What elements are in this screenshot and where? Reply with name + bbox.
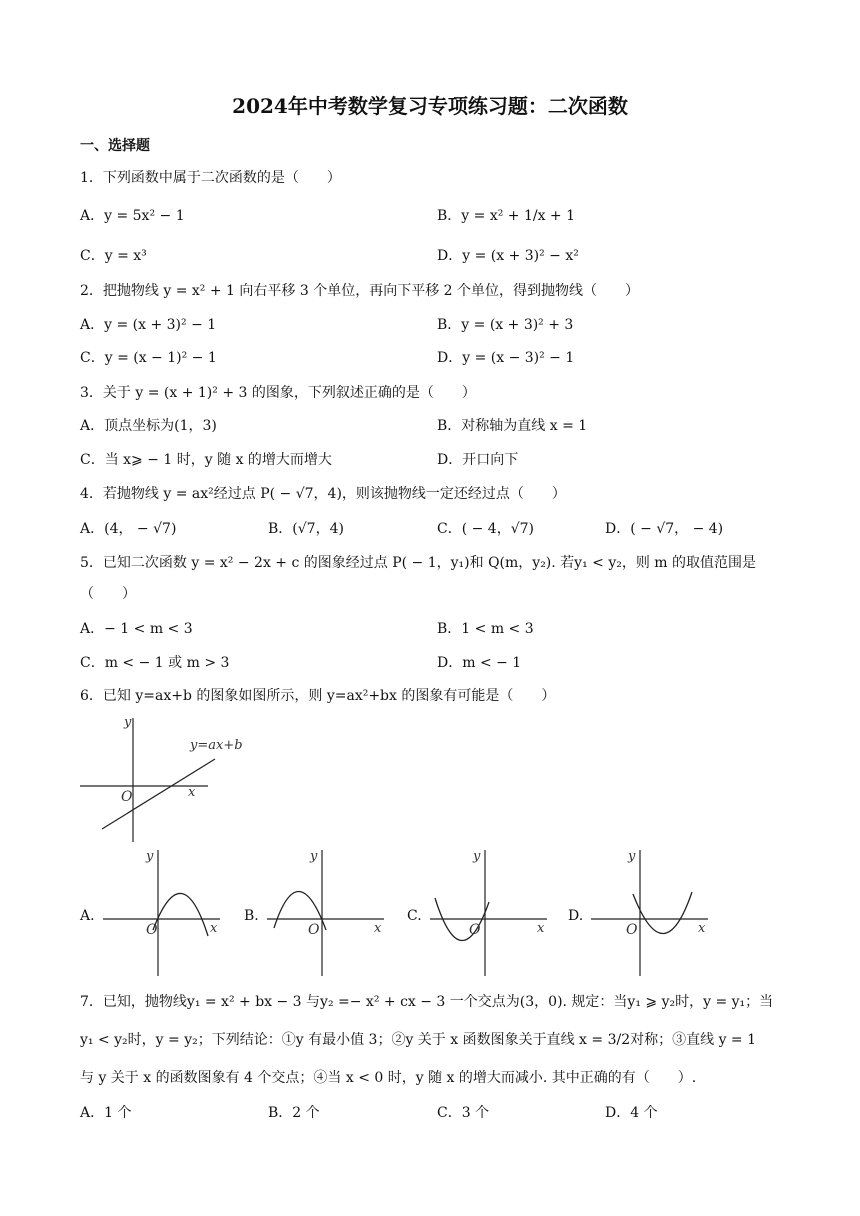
svg-text:y: y [473,849,481,864]
graph-option-d[interactable] [586,846,716,978]
section-heading: 一、选择题 [80,138,150,154]
question-6-option-d[interactable]: D. [568,908,584,924]
svg-text:y: y [628,849,636,864]
question-7-option-d[interactable]: D．4 个 [605,1105,658,1121]
question-3-option-c[interactable]: C．当 x⩾ − 1 时，y 随 x 的增大而增大 [80,452,332,468]
question-6-option-c[interactable]: C. [407,908,422,924]
question-5-stem: 5．已知二次函数 y = x² − 2x + c 的图象经过点 P( − 1，y₁)和 Q(m，y₂). 若y₁ < y₂，则 m 的取值范围是 [80,555,757,571]
question-1-option-a[interactable]: A．y = 5x² − 1 [80,208,185,224]
question-4-option-b[interactable]: B．(√7，4) [268,521,344,537]
question-3-option-d[interactable]: D．开口向下 [437,452,519,468]
svg-text:x: x [698,921,706,936]
question-7-option-b[interactable]: B．2 个 [268,1105,320,1121]
axis-x-label: x [188,785,196,800]
svg-text:x: x [537,921,545,936]
linear-graph-figure [78,712,268,847]
question-2-option-a[interactable]: A．y = (x + 3)² − 1 [80,317,217,333]
question-7-option-a[interactable]: A．1 个 [80,1105,132,1121]
question-7-stem-line3: 与 y 关于 x 的函数图象有 4 个交点；④当 x < 0 时，y 随 x 的增大而减小. 其中正确的有（ ）. [80,1070,697,1086]
question-5-option-b[interactable]: B．1 < m < 3 [437,621,534,637]
question-5-option-c[interactable]: C．m < − 1 或 m > 3 [80,655,230,671]
graph-option-b[interactable] [262,846,392,978]
question-7-option-c[interactable]: C．3 个 [437,1105,490,1121]
svg-text:x: x [210,921,218,936]
question-1-option-d[interactable]: D．y = (x + 3)² − x² [437,248,579,264]
question-7-stem-line2: y₁ < y₂时，y = y₂；下列结论：①y 有最小值 3；②y 关于 x 函数图象关于直线 x = 3/2对称；③直线 y = 1 [80,1032,757,1048]
svg-text:y: y [146,849,154,864]
svg-text:O: O [626,922,638,938]
svg-text:x: x [374,921,382,936]
question-2-option-c[interactable]: C．y = (x − 1)² − 1 [80,350,217,366]
question-6-stem: 6．已知 y=ax+b 的图象如图所示，则 y=ax²+bx 的图象有可能是（ ） [80,688,556,704]
question-5-stem-cont: （ ） [80,586,136,602]
question-4-stem: 4．若抛物线 y = ax²经过点 P( − √7，4)，则该抛物线一定还经过点（ ） [80,486,566,502]
page-title: 2024年中考数学复习专项练习题：二次函数 [232,94,628,118]
question-5-option-d[interactable]: D．m < − 1 [437,655,522,671]
svg-text:y: y [310,849,318,864]
line-label: y=ax+b [190,738,243,753]
question-5-option-a[interactable]: A．− 1 < m < 3 [80,621,193,637]
origin-label: O [121,789,133,805]
svg-text:O: O [146,922,158,938]
question-3-option-b[interactable]: B．对称轴为直线 x = 1 [437,418,588,434]
question-2-option-b[interactable]: B．y = (x + 3)² + 3 [437,317,574,333]
question-6-option-a[interactable]: A. [80,908,95,924]
question-4-option-a[interactable]: A．(4， − √7) [80,521,177,537]
question-1-stem: 1．下列函数中属于二次函数的是（ ） [80,170,341,186]
question-3-option-a[interactable]: A．顶点坐标为(1，3) [80,418,217,434]
question-2-stem: 2．把抛物线 y = x² + 1 向右平移 3 个单位，再向下平移 2 个单位，得到抛物线（ ） [80,283,640,299]
question-4-option-c[interactable]: C．( − 4，√7) [437,521,535,537]
axis-y-label: y [124,715,132,730]
graph-option-a[interactable] [98,846,228,978]
question-2-option-d[interactable]: D．y = (x − 3)² − 1 [437,350,575,366]
graph-option-c[interactable] [425,846,555,978]
question-6-option-b[interactable]: B. [244,908,259,924]
svg-text:O: O [469,922,481,938]
question-3-stem: 3．关于 y = (x + 1)² + 3 的图象，下列叙述正确的是（ ） [80,385,476,401]
question-1-option-b[interactable]: B．y = x² + 1/x + 1 [437,208,576,224]
question-1-option-c[interactable]: C．y = x³ [80,248,147,264]
question-4-option-d[interactable]: D．( − √7， − 4) [605,521,724,537]
svg-text:O: O [308,922,320,938]
question-7-stem-line1: 7．已知，抛物线y₁ = x² + bx − 3 与y₂ =− x² + cx − 3 一个交点为(3，0). 规定：当y₁ ⩾ y₂时，y = y₁；当 [80,994,774,1010]
